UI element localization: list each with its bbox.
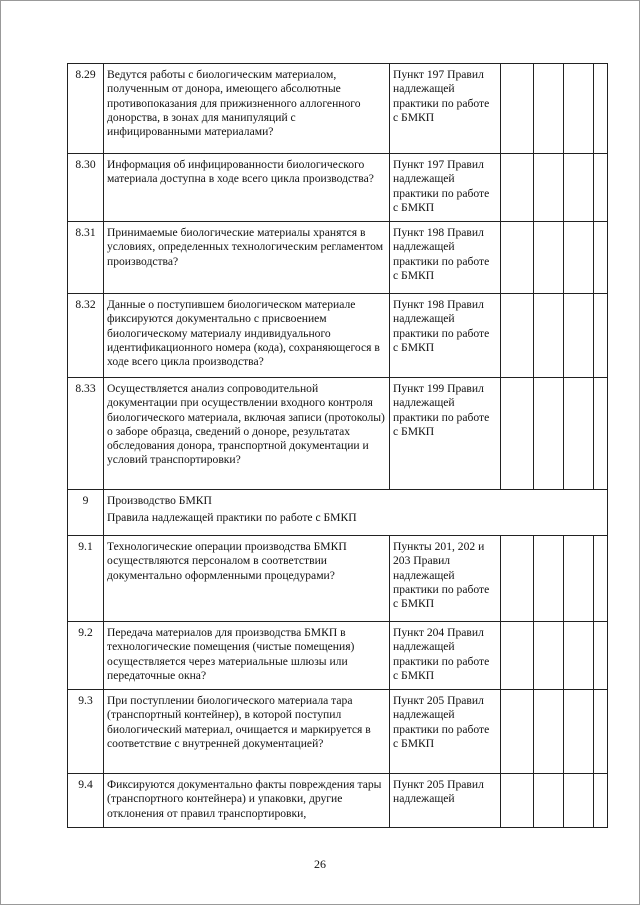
row-number: 9.1 — [68, 536, 104, 622]
answer-yes-cell[interactable] — [501, 690, 534, 774]
answer-na-cell[interactable] — [564, 622, 594, 690]
requirement-text: Фиксируются документально факты повреждения тары (транспортного контейнера) и упаковки, другие отклонения от правил транспортировки, — [104, 774, 390, 828]
answer-na-cell[interactable] — [564, 64, 594, 154]
answer-na-cell[interactable] — [564, 378, 594, 490]
table-row — [68, 222, 608, 294]
section-subtitle: Правила надлежащей практики по работе с БМКП — [107, 511, 357, 525]
answer-na-cell[interactable] — [564, 690, 594, 774]
section-title: Производство БМКП — [107, 494, 212, 507]
answer-no-cell[interactable] — [534, 622, 564, 690]
answer-no-cell[interactable] — [534, 294, 564, 378]
page-number: 26 — [314, 857, 326, 871]
row-number: 8.29 — [68, 64, 104, 154]
row-number: 8.31 — [68, 222, 104, 294]
table-row — [68, 622, 608, 690]
note-cell[interactable] — [594, 64, 608, 154]
section-row — [68, 490, 608, 536]
row-number: 9.4 — [68, 774, 104, 828]
answer-na-cell[interactable] — [564, 536, 594, 622]
legal-reference: Пункты 201, 202 и 203 Правил надлежащей практики по работе с БМКП — [390, 536, 501, 622]
row-number: 8.32 — [68, 294, 104, 378]
answer-yes-cell[interactable] — [501, 622, 534, 690]
section-header — [104, 490, 608, 536]
note-cell[interactable] — [594, 222, 608, 294]
legal-reference: Пункт 199 Правил надлежащей практики по работе с БМКП — [390, 378, 501, 490]
answer-no-cell[interactable] — [534, 378, 564, 490]
answer-no-cell[interactable] — [534, 536, 564, 622]
table-row — [68, 774, 608, 828]
note-cell[interactable] — [594, 536, 608, 622]
table-row — [68, 690, 608, 774]
requirement-text: Принимаемые биологические материалы хранятся в условиях, определенных технологическим регламентом производства? — [104, 222, 390, 294]
note-cell[interactable] — [594, 690, 608, 774]
row-number: 9.3 — [68, 690, 104, 774]
answer-yes-cell[interactable] — [501, 378, 534, 490]
legal-reference: Пункт 197 Правил надлежащей практики по работе с БМКП — [390, 154, 501, 222]
legal-reference: Пункт 205 Правил надлежащей — [390, 774, 501, 828]
table-row — [68, 154, 608, 222]
requirement-text: Осуществляется анализ сопроводительной документации при осуществлении входного контроля биологического материала, включая записи (протоколы) о заборе образца, сведений о доноре, результатах обследования донора, транспортной документации и условий транспортировки? — [104, 378, 390, 490]
legal-reference: Пункт 205 Правил надлежащей практики по работе с БМКП — [390, 690, 501, 774]
row-number: 9.2 — [68, 622, 104, 690]
row-number: 8.33 — [68, 378, 104, 490]
answer-yes-cell[interactable] — [501, 774, 534, 828]
requirement-text: Ведутся работы с биологическим материалом, полученным от донора, имеющего абсолютные противопоказания для прижизненного аллогенного донорства, в зонах для манипуляций с инфицированными материалами? — [104, 64, 390, 154]
table-row — [68, 64, 608, 154]
answer-yes-cell[interactable] — [501, 536, 534, 622]
requirement-text: Данные о поступившем биологическом материале фиксируются документально с присвоением биологическому материалу индивидуального идентификационного номера (кода), сохраняющегося в ходе всего цикла производства? — [104, 294, 390, 378]
requirement-text: Технологические операции производства БМКП осуществляются персоналом в соответствии документально оформленными процедурами? — [104, 536, 390, 622]
legal-reference: Пункт 198 Правил надлежащей практики по работе с БМКП — [390, 222, 501, 294]
answer-no-cell[interactable] — [534, 690, 564, 774]
legal-reference: Пункт 204 Правил надлежащей практики по работе с БМКП — [390, 622, 501, 690]
answer-na-cell[interactable] — [564, 222, 594, 294]
answer-yes-cell[interactable] — [501, 64, 534, 154]
answer-no-cell[interactable] — [534, 222, 564, 294]
answer-yes-cell[interactable] — [501, 154, 534, 222]
note-cell[interactable] — [594, 378, 608, 490]
note-cell[interactable] — [594, 294, 608, 378]
row-number: 8.30 — [68, 154, 104, 222]
table-row — [68, 294, 608, 378]
checklist-table — [67, 63, 608, 828]
table-row — [68, 378, 608, 490]
answer-na-cell[interactable] — [564, 154, 594, 222]
answer-yes-cell[interactable] — [501, 294, 534, 378]
note-cell[interactable] — [594, 774, 608, 828]
answer-no-cell[interactable] — [534, 64, 564, 154]
legal-reference: Пункт 198 Правил надлежащей практики по работе с БМКП — [390, 294, 501, 378]
legal-reference: Пункт 197 Правил надлежащей практики по работе с БМКП — [390, 64, 501, 154]
requirement-text: Информация об инфицированности биологического материала доступна в ходе всего цикла производства? — [104, 154, 390, 222]
answer-no-cell[interactable] — [534, 154, 564, 222]
answer-na-cell[interactable] — [564, 774, 594, 828]
requirement-text: Передача материалов для производства БМКП в технологические помещения (чистые помещения) осуществляется через материальные шлюзы или передаточные окна? — [104, 622, 390, 690]
table-row — [68, 536, 608, 622]
note-cell[interactable] — [594, 154, 608, 222]
note-cell[interactable] — [594, 622, 608, 690]
answer-yes-cell[interactable] — [501, 222, 534, 294]
requirement-text: При поступлении биологического материала тара (транспортный контейнер), в которой поступил биологический материал, очищается и маркируется в соответствие с внутренней документацией? — [104, 690, 390, 774]
answer-na-cell[interactable] — [564, 294, 594, 378]
answer-no-cell[interactable] — [534, 774, 564, 828]
section-number: 9 — [68, 490, 104, 536]
